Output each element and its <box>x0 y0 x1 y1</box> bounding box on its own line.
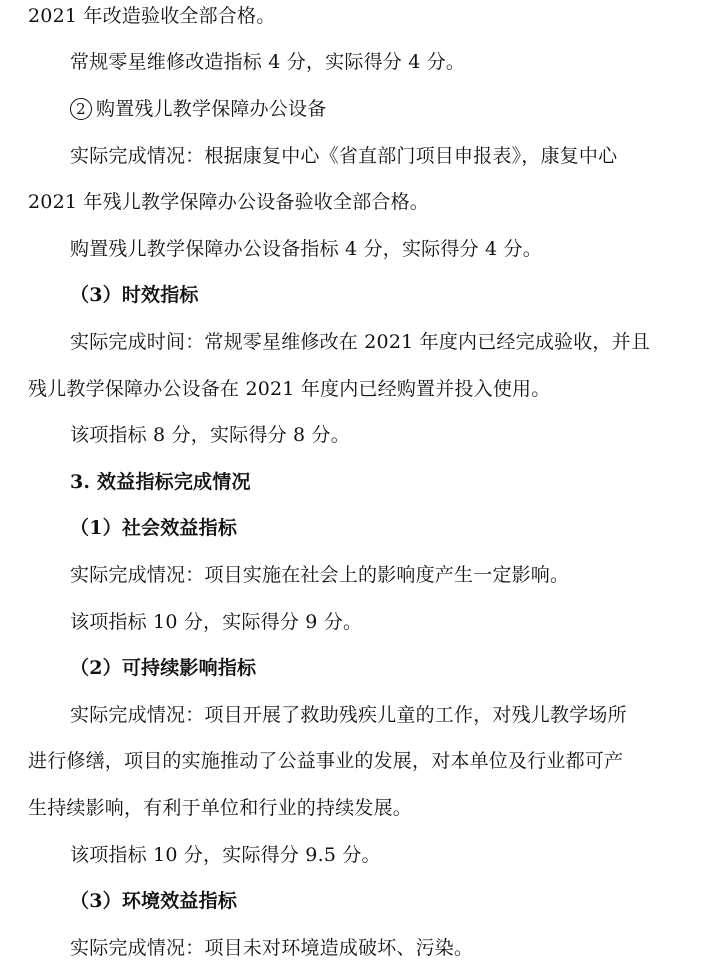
paragraph-line: 实际完成情况：项目未对环境造成破坏、污染。 <box>70 937 474 959</box>
paragraph-line: 残儿教学保障办公设备在 2021 年度内已经购置并投入使用。 <box>28 378 551 400</box>
circled-number: 2 <box>70 98 92 120</box>
paragraph-line: 该项指标 8 分，实际得分 8 分。 <box>70 424 350 446</box>
section-heading: 3. 效益指标完成情况 <box>70 471 251 493</box>
paragraph-line: 实际完成情况：根据康复中心《省直部门项目申报表》，康复中心 <box>70 145 618 167</box>
item-heading-text: 购置残儿教学保障办公设备 <box>96 98 327 120</box>
paragraph-line: 2021 年改造验收全部合格。 <box>28 5 276 27</box>
section-heading: （2）可持续影响指标 <box>70 657 257 679</box>
paragraph-line: 该项指标 10 分，实际得分 9 分。 <box>70 611 363 633</box>
section-heading: （3）时效指标 <box>70 284 199 306</box>
paragraph-line: 购置残儿教学保障办公设备指标 4 分，实际得分 4 分。 <box>70 238 542 260</box>
paragraph-line: 生持续影响，有利于单位和行业的持续发展。 <box>28 797 413 819</box>
paragraph-line: 进行修缮，项目的实施推动了公益事业的发展，对本单位及行业都可产 <box>28 750 624 772</box>
section-heading: （3）环境效益指标 <box>70 890 238 912</box>
item-heading <box>70 95 690 123</box>
paragraph-line: 该项指标 10 分，实际得分 9.5 分。 <box>70 844 381 866</box>
paragraph-line: 2021 年残儿教学保障办公设备验收全部合格。 <box>28 191 429 213</box>
paragraph-line: 常规零星维修改造指标 4 分，实际得分 4 分。 <box>70 51 466 73</box>
section-heading: （1）社会效益指标 <box>70 517 238 539</box>
paragraph-line: 实际完成时间：常规零星维修改在 2021 年度内已经完成验收，并且 <box>70 331 651 353</box>
paragraph-line: 实际完成情况：项目开展了救助残疾儿童的工作，对残儿教学场所 <box>70 704 627 726</box>
paragraph-line: 实际完成情况：项目实施在社会上的影响度产生一定影响。 <box>70 564 570 586</box>
